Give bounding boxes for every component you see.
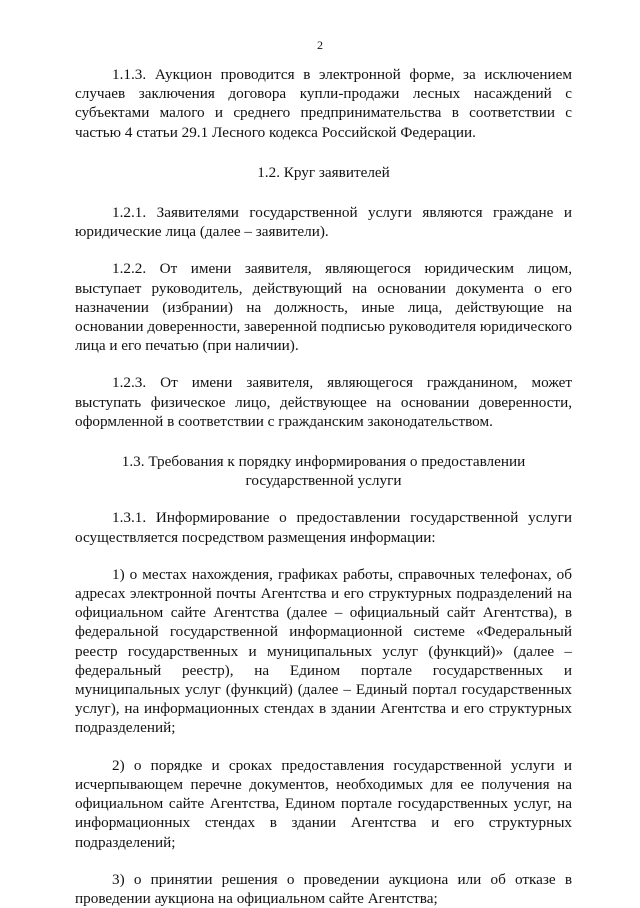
page-number: 2 — [317, 38, 323, 52]
document-body — [75, 65, 572, 908]
list-item-3: 3) о принятии решения о проведении аукциона или об отказе в проведении аукциона на официальном сайте Агентства; — [75, 870, 572, 907]
paragraph-1-1-3: 1.1.3. Аукцион проводится в электронной форме, за исключением случаев заключения договора купли-продажи лесных насаждений с субъектами малого и среднего предпринимательства в соответствии с частью 4 статьи 29.1 Лесного кодекса Российской Федерации. — [75, 66, 572, 141]
list-item-1: 1) о местах нахождения, графиках работы, справочных телефонах, об адресах электронной почты Агентства и его структурных подразделений на официальном сайте Агентства (далее – официальный сайт Агентства), в федеральной государственной информационной системе «Федеральный реестр государственных и муниципальных услуг (функций)» (далее – федеральный реестр), на Едином портале государственных и муниципальных услуг (функций) (далее – Единый портал государственных услуг), на информационных стендах в здании Агентства и его структурных подразделений; — [75, 565, 572, 737]
spacer — [75, 852, 572, 870]
section-heading-1-3-line-1: 1.3. Требования к порядку информирования о предоставлении — [121, 453, 526, 471]
spacer — [75, 431, 572, 452]
spacer — [75, 490, 572, 508]
spacer — [75, 355, 572, 373]
list-item-2: 2) о порядке и сроках предоставления государственной услуги и исчерпывающем перечне документов, необходимых для ее получения на официальном сайте Агентства, Едином портале государственных услуг, на информационных стендах в здании Агентства и его структурных подразделений; — [75, 756, 572, 851]
spacer — [75, 241, 572, 259]
spacer — [75, 547, 572, 565]
spacer — [75, 738, 572, 756]
spacer — [75, 142, 572, 163]
paragraph-1-2-1: 1.2.1. Заявителями государственной услуги являются граждане и юридические лица (далее – заявители). — [75, 204, 572, 241]
section-heading-1-3 — [75, 452, 572, 490]
paragraph-1-3-1: 1.3.1. Информирование о предоставлении государственной услуги осуществляется посредством размещения информации: — [75, 509, 572, 546]
section-heading-1-3-line-2: государственной услуги — [245, 472, 402, 490]
paragraph-1-2-3: 1.2.3. От имени заявителя, являющегося гражданином, может выступать физическое лицо, действующее на основании доверенности, оформленной в соответствии с гражданским законодательством. — [75, 374, 572, 430]
paragraph-1-2-2: 1.2.2. От имени заявителя, являющегося юридическим лицом, выступает руководитель, действующий на основании документа о его назначении (избрании) на должность, иные лица, действующие на основании доверенности, заверенной подписью руководителя юридического лица и его печатью (при наличии). — [75, 260, 572, 355]
spacer — [75, 182, 572, 203]
section-heading-1-2: 1.2. Круг заявителей — [257, 163, 390, 181]
